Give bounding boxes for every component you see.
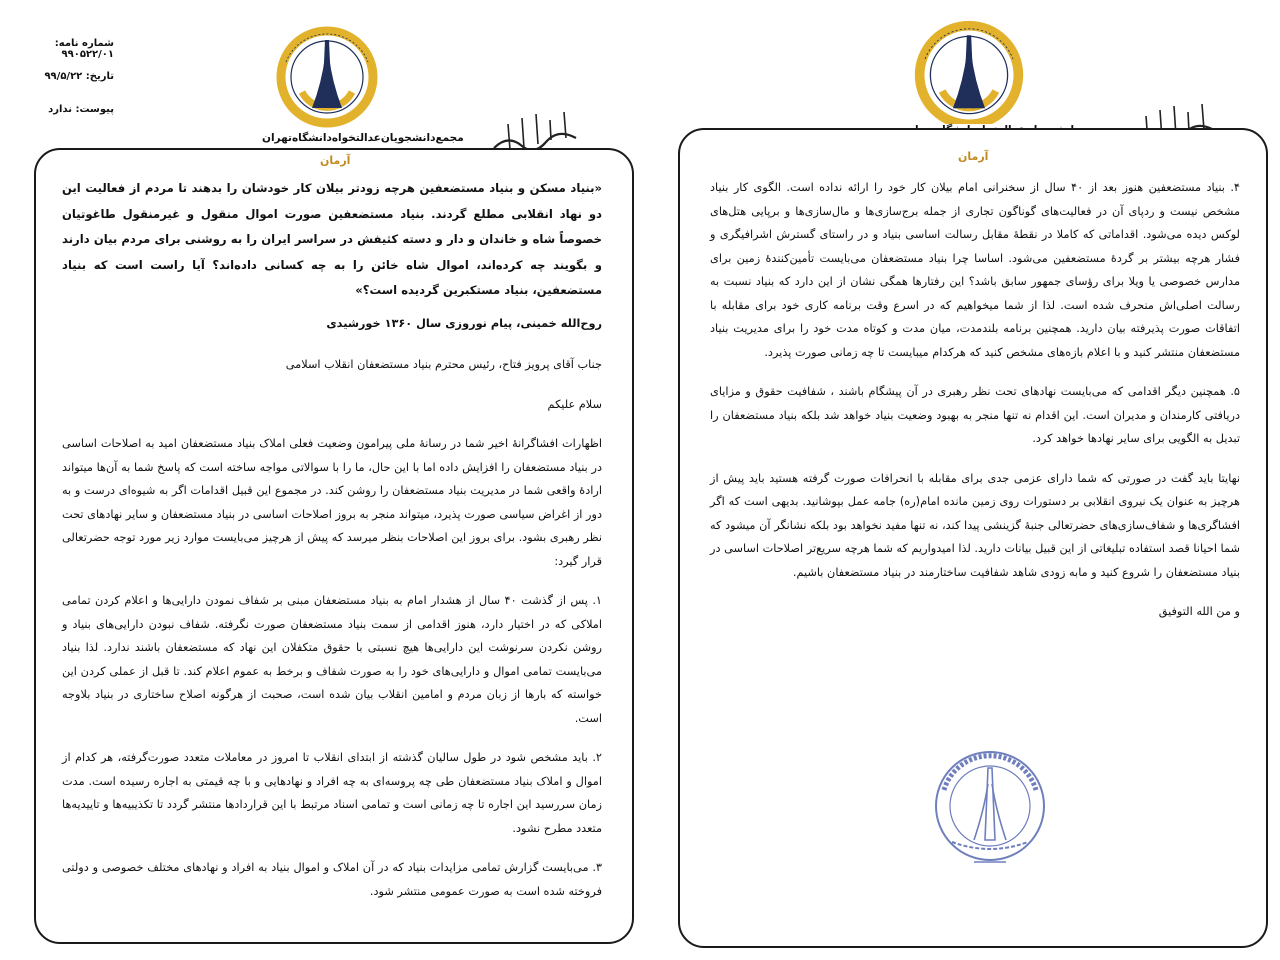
intro-paragraph: اظهارات افشاگرانهٔ اخیر شما در رسانهٔ ملی پیرامون وضعیت فعلی املاک بنیاد مستضعفان امید به اصلاحات اساسی در بنیاد مستضعفان را افزایش داده اما با این حال، ما را با سوالاتی مواجه ساخته است که پاسخ شما به آن‌ها میتواند ارادهٔ واقعی شما در مدیریت بنیاد مستضعفان را روشن کند. در مجموع این قبیل اقدامات اگر به شیوه‌ای درست و به دور از اغراض سیاسی صورت پذیرد، میتواند منجر به بروز اصلاحات اساسی در بنیاد مستضعفان و سایر نهادهای تحت نظر رهبری بشود. برای بروز این اصلاحات بنظر میرسد که پیش از هرچیز می‌بایست موارد زیر مورد توجه حضرتعالی قرار گیرد:: [62, 437, 602, 568]
letter-page-2: [640, 0, 1280, 960]
demand-item-3: ۳. می‌بایست گزارش تمامی مزایدات بنیاد که در آن املاک و اموال بنیاد به افراد و نهادهای مختلف خصوصی و دولتی فروخته شده است به صورت عمومی منتشر شود.: [62, 861, 602, 898]
letter-body-page-2: [710, 176, 1240, 640]
organization-logo: [910, 16, 1028, 134]
organization-name: مجمع‌دانشجویان‌عدالتخواه‌دانشگاه‌تهران: [258, 132, 468, 144]
quote-source: روح‌الله خمینی، پیام نوروزی سال ۱۳۶۰ خورشیدی: [326, 316, 602, 330]
organization-stamp: [930, 744, 1050, 874]
quote-text: «بنیاد مسکن و بنیاد مستضعفین هرچه زودتر بیلان کار خودشان را بدهند تا مردم از فعالیت این دو نهاد انقلابی مطلع گردند. بنیاد مستضعفین صورت اموال منقول و غیرمنقول طاغوتیان خصوصاً شاه و خاندان و دار و دسته کثیفش در سراسر ایران را به روشنی برای مردم بیان دارند و بگویند چه کرده‌اند، اموال شاه خائن را به چه کسانی داده‌اند؟ آیا راست است که بنیاد مستضعفین، بنیاد مستکبرین گردیده است؟»: [62, 181, 602, 297]
letter-date: تاریخ: ۹۹/۵/۲۲: [44, 71, 114, 82]
demand-item-4: ۴. بنیاد مستضعفین هنوز بعد از ۴۰ سال از سخنرانی امام بیلان کار خود را ارائه نداده است. الگوی کار بنیاد مشخص نیست و ردپای آن در فعالیت‌های گوناگون تجاری از جمله برج‌سازی‌ها و مال‌سازی‌ها و برپایی هتل‌های لوکس دیده می‌شود. اقداماتی که کاملا در نقطهٔ مقابل رسالت اساسی بنیاد و در راستای گسترش اشرافیگری و فشار هرچه بیشتر بر گردهٔ مستضعفین می‌شود. اساسا چرا بنیاد مستضعفان می‌بایست تأمین‌کنندهٔ زمین برای مدارس خصوصی یا ویلا برای رؤسای جمهور سابق باشد؟ این رفتارها همگی نشان از این دارد که بنیاد نسبت به رسالت اصلی‌اش منحرف شده است. لذا از شما میخواهیم که در اسرع وقت برنامه کاری خود برای مقابله با اتفاقات صورت پذیرفته بیان دارید. همچنین برنامه بلندمدت، میان مدت و کوتاه مدت خود را برای مدیریت بنیاد مستضعفان منتشر کنید و با اعلام بازه‌های مشخص کنید که هرکدام میبایست تا چه زمانی صورت پذیرد.: [710, 181, 1240, 359]
letter-number: شماره نامه: ۹۹۰۵۲۲/۰۱: [54, 38, 114, 60]
demand-item-5: ۵. همچنین دیگر اقدامی که می‌بایست نهادهای تحت نظر رهبری در آن پیشگام باشند ، شفافیت حقوق و مزایای دریافتی کارمندان و مدیران است. این اقدام نه تنها منجر به بهبود وضعیت بنیاد خواهد شد بلکه بنیاد مستضعفان را تبدیل به الگویی برای سایر نهادها خواهد کرد.: [710, 385, 1240, 445]
letter-attachment: پیوست: ندارد: [48, 104, 114, 115]
conclusion-paragraph: نهایتا باید گفت در صورتی که شما دارای عزمی جدی برای مقابله با انحرافات صورت گرفته هستید باید پیش از هرچیز به عنوان یک نیروی انقلابی بر دستورات روی زمین مانده امام(ره) جامه عمل بپوشانید. بدیهی است که اگر افشاگری‌ها و شفاف‌سازی‌های حضرتعالی جنبهٔ گزینشی پیدا کند، نه تنها مفید نخواهد بود بلکه نشانگر آن میشود که شما احیانا قصد استفاده تبلیغاتی از این قبیل بیانات دارید. لذا امیدواریم که شما هرچه سریع‌تر اصلاحات اساسی در بنیاد مستضعفان را شروع کنید و مابه زودی شاهد شفافیت ساختارمند در بنیاد مستضعفان باشیم.: [710, 471, 1240, 579]
organization-tagline: آرمان: [958, 150, 989, 163]
organization-tagline: آرمان: [320, 154, 351, 167]
greeting: سلام علیکم: [547, 397, 602, 411]
letter-body-page-1: [62, 176, 602, 919]
addressee: جناب آقای پرویز فتاح، رئیس محترم بنیاد مستضعفان انقلاب اسلامی: [285, 358, 602, 371]
demand-item-2: ۲. باید مشخص شود در طول سالیان گذشته از ابتدای انقلاب تا امروز در معاملات متعدد صورت‌گرفته، هر کدام از اموال و املاک بنیاد مستضعفان طی چه پروسه‌ای به چه افراد و نهادهایی و با چه قیمتی به اجاره رسیده است. مدت زمان سررسید این اجاره تا چه زمانی است و تمامی اسناد مرتبط با این قراردادها منتشر گردد تا تکذیبیه‌ها و تاییدیه‌ها متعدد مطرح نشود.: [62, 751, 602, 835]
letter-metadata: [4, 38, 114, 137]
closing-line: و من الله التوفیق: [1158, 605, 1240, 618]
organization-logo: [272, 22, 382, 132]
demand-item-1: ۱. پس از گذشت ۴۰ سال از هشدار امام به بنیاد مستضعفان مبنی بر شفاف نمودن دارایی‌ها و اعلام کردن تمامی املاکی که در اختیار دارد، هنوز اقدامی از سمت بنیاد مستضعفان صورت نگرفته. شفاف نبودن دارایی‌های بنیاد و روشن نکردن سرنوشت این دارایی‌ها هیچ نسبتی با حقوق متکفلان این نهاد که مستضعفان باشند ندارد. لذا بنیاد می‌بایست تمامی اموال و دارایی‌های خود را به صورت شفاف و برخط به عموم اعلام کند. تا قبل از عملی کردن این خواسته که بارها از زبان مردم و امامین انقلاب بیان شده است، صحبت از هرگونه اصلاح ساختاری در بنیاد بلاوجه است.: [62, 594, 602, 725]
